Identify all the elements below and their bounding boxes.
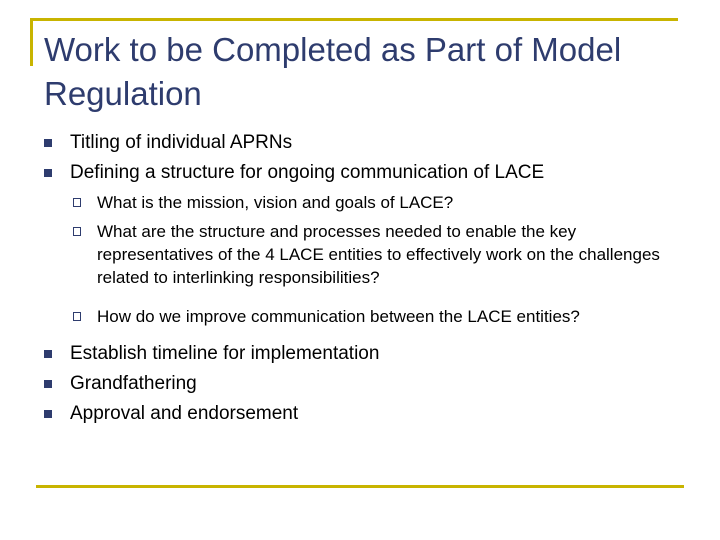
sub-bullet-text: What is the mission, vision and goals of LACE? — [97, 193, 454, 212]
slide-title: Work to be Completed as Part of Model Regulation — [44, 31, 622, 112]
bullet-text: Defining a structure for ongoing communication of LACE — [70, 162, 545, 183]
hollow-square-bullet-icon — [73, 227, 81, 236]
sub-bullet-item — [97, 220, 677, 289]
bullet-item — [70, 342, 690, 366]
hollow-square-bullet-icon — [73, 312, 81, 321]
sub-bullet-item — [97, 305, 677, 328]
bullet-text: Grandfathering — [70, 373, 197, 394]
sub-bullet-text: What are the structure and processes needed to enable the key representatives of the 4 LACE entities to effectively work on the challenges related to interlinking responsibilities? — [97, 222, 660, 287]
bullet-item — [70, 131, 690, 155]
bullet-item — [70, 161, 690, 185]
bottom-rule — [36, 485, 684, 488]
square-bullet-icon — [44, 139, 52, 147]
bullet-text: Titling of individual APRNs — [70, 132, 293, 153]
square-bullet-icon — [44, 410, 52, 418]
square-bullet-icon — [44, 169, 52, 177]
hollow-square-bullet-icon — [73, 198, 81, 207]
bullet-item — [70, 372, 690, 396]
square-bullet-icon — [44, 350, 52, 358]
square-bullet-icon — [44, 380, 52, 388]
bullet-item — [70, 402, 690, 426]
bullet-text: Establish timeline for implementation — [70, 343, 380, 364]
sub-bullet-item — [97, 191, 677, 214]
bullet-text: Approval and endorsement — [70, 403, 299, 424]
sub-bullet-text: How do we improve communication between the LACE entities? — [97, 307, 580, 326]
